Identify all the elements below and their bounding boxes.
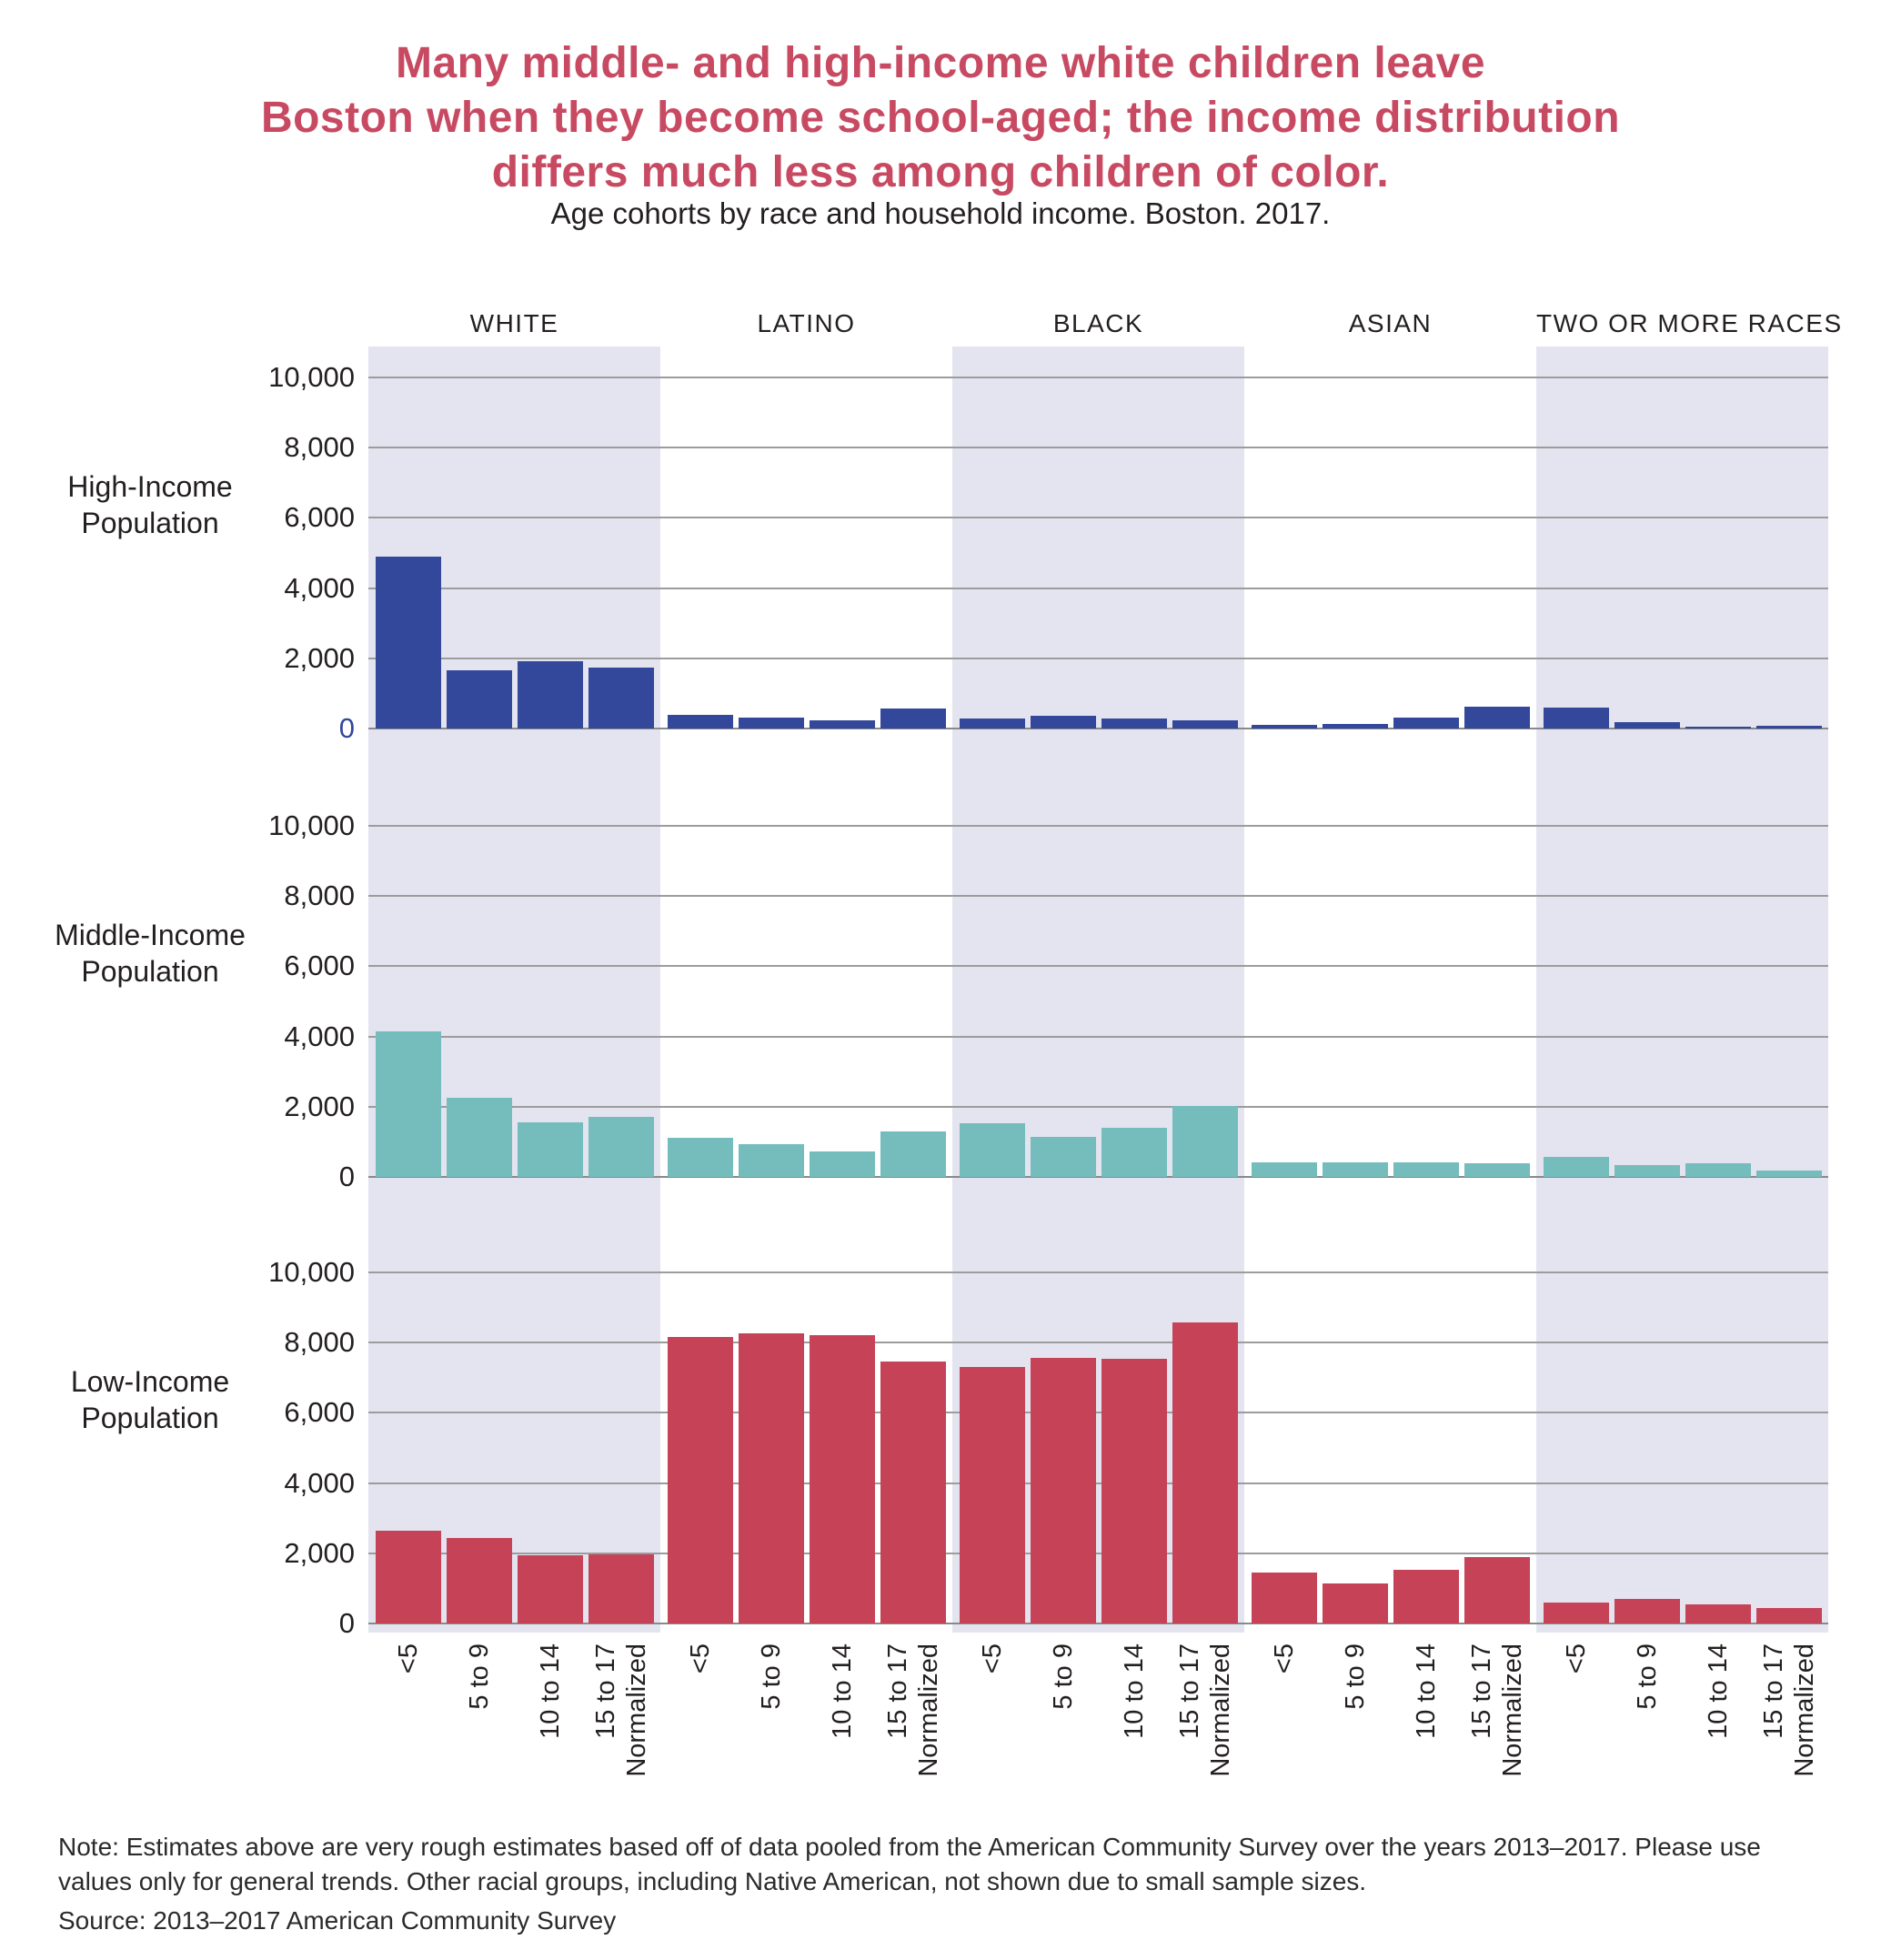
bar-middle-income-population-two-or-more-races-10-to-14 <box>1685 1163 1751 1177</box>
x-axis-label-line: <5 <box>977 1643 1007 1674</box>
x-axis-label-line: 15 to 17 <box>882 1643 912 1739</box>
bar-high-income-population-black--5 <box>960 719 1025 729</box>
x-axis-label-10-to-14 <box>1411 1643 1442 1816</box>
y-axis-tick-label: 6,000 <box>284 1396 355 1429</box>
x-axis-label-line: 5 to 9 <box>464 1643 494 1710</box>
x-axis-label-line: 10 to 14 <box>535 1643 565 1739</box>
x-axis-label-line: 15 to 17 <box>590 1643 620 1739</box>
x-axis-label-line: 5 to 9 <box>756 1643 786 1710</box>
bar-low-income-population-white-10-to-14 <box>518 1555 583 1623</box>
bar-low-income-population-two-or-more-races-15-to-17-normalized <box>1756 1608 1822 1623</box>
bar-low-income-population-latino-5-to-9 <box>739 1333 804 1623</box>
row-low-income-population <box>0 1256 1881 1639</box>
y-axis-tick-label: 8,000 <box>284 879 355 912</box>
bar-high-income-population-two-or-more-races--5 <box>1544 708 1609 729</box>
bar-low-income-population-two-or-more-races-10-to-14 <box>1685 1604 1751 1623</box>
bar-middle-income-population-two-or-more-races-15-to-17-normalized <box>1756 1171 1822 1177</box>
bar-middle-income-population-two-or-more-races-5-to-9 <box>1614 1165 1680 1177</box>
x-axis-label--5 <box>977 1643 1008 1816</box>
y-axis-tick-label: 8,000 <box>284 1326 355 1359</box>
bar-group-asian <box>1244 826 1536 1177</box>
x-axis-label-15-to-17-normalized <box>882 1643 944 1816</box>
x-axis-label-15-to-17-normalized <box>1758 1643 1820 1816</box>
title-line-2: Boston when they become school-aged; the income distribution <box>260 94 1621 143</box>
bar-middle-income-population-white-10-to-14 <box>518 1122 583 1177</box>
x-axis-label-5-to-9 <box>464 1643 495 1816</box>
bar-high-income-population-asian-10-to-14 <box>1393 718 1459 729</box>
row-label-high-income-population <box>18 468 282 541</box>
y-axis-tick-label: 2,000 <box>284 641 355 674</box>
x-axis-label-5-to-9 <box>1632 1643 1663 1816</box>
bar-middle-income-population-white-15-to-17-normalized <box>588 1117 654 1177</box>
row-label-line: High-Income <box>67 470 233 503</box>
y-axis-tick-label: 10,000 <box>268 1256 355 1288</box>
bar-high-income-population-two-or-more-races-10-to-14 <box>1685 727 1751 729</box>
x-axis-label-10-to-14 <box>1703 1643 1734 1816</box>
x-axis-label-line: 15 to 17 <box>1758 1643 1788 1739</box>
bar-group-white <box>368 377 660 729</box>
bar-low-income-population-asian-10-to-14 <box>1393 1570 1459 1623</box>
y-axis-tick-label: 8,000 <box>284 431 355 464</box>
bar-high-income-population-white-15-to-17-normalized <box>588 668 654 729</box>
bar-middle-income-population-two-or-more-races--5 <box>1544 1157 1609 1177</box>
x-axis-label-line: Normalized <box>621 1643 651 1777</box>
bar-high-income-population-asian-5-to-9 <box>1323 724 1388 729</box>
bar-low-income-population-white-15-to-17-normalized <box>588 1554 654 1623</box>
bar-middle-income-population-latino-15-to-17-normalized <box>880 1131 946 1177</box>
column-header-latino: LATINO <box>757 309 856 337</box>
bar-group-white <box>368 1272 660 1623</box>
bar-high-income-population-asian-15-to-17-normalized <box>1464 707 1530 729</box>
bar-group-asian <box>1244 1272 1536 1623</box>
x-axis-label-15-to-17-normalized <box>590 1643 652 1816</box>
x-axis-label-line: 15 to 17 <box>1174 1643 1204 1739</box>
bar-high-income-population-latino--5 <box>668 715 733 729</box>
bar-high-income-population-black-10-to-14 <box>1101 719 1167 729</box>
bar-middle-income-population-black--5 <box>960 1123 1025 1177</box>
bar-low-income-population-two-or-more-races--5 <box>1544 1603 1609 1623</box>
bar-low-income-population-black--5 <box>960 1367 1025 1623</box>
y-axis-tick-label: 2,000 <box>284 1090 355 1122</box>
bar-high-income-population-latino-15-to-17-normalized <box>880 709 946 729</box>
row-label-line: Population <box>81 507 219 539</box>
row-label-low-income-population <box>18 1363 282 1436</box>
x-axis-labels <box>0 1643 1881 1839</box>
x-axis-label-line: Normalized <box>1789 1643 1819 1777</box>
bar-low-income-population-latino--5 <box>668 1337 733 1623</box>
row-label-line: Population <box>81 955 219 988</box>
x-axis-label-15-to-17-normalized <box>1466 1643 1528 1816</box>
x-axis-label-line: 10 to 14 <box>1411 1643 1441 1739</box>
page-title <box>0 36 1881 200</box>
bar-middle-income-population-asian-5-to-9 <box>1323 1162 1388 1177</box>
x-axis-label-line: <5 <box>685 1643 715 1674</box>
source-text: Source: 2013–2017 American Community Survey <box>58 1906 617 1935</box>
x-axis-label-5-to-9 <box>1340 1643 1371 1816</box>
bar-high-income-population-white-10-to-14 <box>518 661 583 729</box>
bar-low-income-population-latino-15-to-17-normalized <box>880 1362 946 1623</box>
bar-middle-income-population-black-15-to-17-normalized <box>1172 1106 1238 1177</box>
x-axis-label--5 <box>1561 1643 1592 1816</box>
bar-low-income-population-asian-5-to-9 <box>1323 1583 1388 1623</box>
x-axis-label-5-to-9 <box>756 1643 787 1816</box>
bar-middle-income-population-asian--5 <box>1252 1162 1317 1177</box>
note-text: Note: Estimates above are very rough estimates based off of data pooled from the American Community Survey over the years 2013–2017. Please use values only for general trends. Other racial groups, including Native American, not shown due to small sample sizes. <box>58 1833 1761 1895</box>
row-high-income-population <box>0 361 1881 744</box>
x-axis-label--5 <box>1269 1643 1300 1816</box>
bar-group-black <box>952 377 1244 729</box>
x-axis-label-line: 10 to 14 <box>1703 1643 1733 1739</box>
bar-middle-income-population-black-5-to-9 <box>1031 1137 1096 1177</box>
title-line-3: differs much less among children of color. <box>491 148 1390 197</box>
column-header-asian: ASIAN <box>1348 309 1433 337</box>
bar-high-income-population-latino-10-to-14 <box>810 720 875 729</box>
bar-group-latino <box>660 1272 952 1623</box>
bar-high-income-population-asian--5 <box>1252 725 1317 729</box>
row-label-line: Low-Income <box>70 1365 230 1398</box>
bar-high-income-population-two-or-more-races-15-to-17-normalized <box>1756 726 1822 729</box>
bar-middle-income-population-asian-15-to-17-normalized <box>1464 1163 1530 1177</box>
bar-high-income-population-white-5-to-9 <box>447 670 512 729</box>
x-axis-label--5 <box>685 1643 716 1816</box>
y-axis-tick-label: 6,000 <box>284 950 355 982</box>
x-axis-label-line: 15 to 17 <box>1466 1643 1496 1739</box>
bar-high-income-population-latino-5-to-9 <box>739 718 804 729</box>
y-axis-tick-label: 4,000 <box>284 1466 355 1499</box>
y-axis-tick-label: 4,000 <box>284 571 355 604</box>
x-axis-label-line: <5 <box>393 1643 423 1674</box>
x-axis-label-5-to-9 <box>1048 1643 1079 1816</box>
bar-group-two-or-more-races <box>1536 377 1828 729</box>
x-axis-label-line: 5 to 9 <box>1048 1643 1078 1710</box>
bar-middle-income-population-white-5-to-9 <box>447 1098 512 1177</box>
x-axis-label-line: 10 to 14 <box>1119 1643 1149 1739</box>
bar-group-two-or-more-races <box>1536 1272 1828 1623</box>
bar-low-income-population-white--5 <box>376 1531 441 1623</box>
column-header-white: WHITE <box>469 309 559 337</box>
bar-middle-income-population-asian-10-to-14 <box>1393 1162 1459 1177</box>
x-axis-label-10-to-14 <box>827 1643 858 1816</box>
bar-high-income-population-two-or-more-races-5-to-9 <box>1614 722 1680 729</box>
x-axis-label-line: <5 <box>1561 1643 1591 1674</box>
x-axis-label--5 <box>393 1643 424 1816</box>
row-label-middle-income-population <box>18 917 282 990</box>
title-line-1: Many middle- and high-income white children leave <box>395 39 1486 88</box>
x-axis-label-10-to-14 <box>1119 1643 1150 1816</box>
bar-low-income-population-latino-10-to-14 <box>810 1335 875 1623</box>
bar-low-income-population-black-5-to-9 <box>1031 1358 1096 1623</box>
bar-middle-income-population-white--5 <box>376 1031 441 1177</box>
bar-middle-income-population-latino-10-to-14 <box>810 1151 875 1177</box>
column-header-two-or-more-races: TWO OR MORE RACES <box>1536 309 1843 337</box>
bar-low-income-population-two-or-more-races-5-to-9 <box>1614 1599 1680 1623</box>
bar-group-latino <box>660 826 952 1177</box>
column-header-black: BLACK <box>1052 309 1144 337</box>
row-label-line: Population <box>81 1402 219 1434</box>
row-middle-income-population <box>0 809 1881 1192</box>
bar-low-income-population-white-5-to-9 <box>447 1538 512 1623</box>
row-label-line: Middle-Income <box>55 919 246 951</box>
x-axis-label-line: Normalized <box>1205 1643 1235 1777</box>
y-axis-tick-label: 2,000 <box>284 1536 355 1569</box>
y-axis-tick-label: 0 <box>338 1607 355 1639</box>
bar-middle-income-population-black-10-to-14 <box>1101 1128 1167 1177</box>
x-axis-label-line: 5 to 9 <box>1340 1643 1370 1710</box>
x-axis-label-line: <5 <box>1269 1643 1299 1674</box>
bar-low-income-population-black-15-to-17-normalized <box>1172 1322 1238 1623</box>
bar-high-income-population-black-15-to-17-normalized <box>1172 720 1238 729</box>
y-axis-tick-label: 0 <box>338 1161 355 1192</box>
y-axis-tick-label: 10,000 <box>268 809 355 841</box>
x-axis-label-line: Normalized <box>913 1643 943 1777</box>
bar-low-income-population-black-10-to-14 <box>1101 1359 1167 1623</box>
x-axis-label-10-to-14 <box>535 1643 566 1816</box>
x-axis-label-15-to-17-normalized <box>1174 1643 1236 1816</box>
bar-high-income-population-black-5-to-9 <box>1031 716 1096 729</box>
bar-group-asian <box>1244 377 1536 729</box>
y-axis-tick-label: 10,000 <box>268 361 355 393</box>
y-axis-tick-label: 0 <box>338 712 355 744</box>
x-axis-label-line: Normalized <box>1497 1643 1527 1777</box>
bar-middle-income-population-latino-5-to-9 <box>739 1144 804 1177</box>
bar-high-income-population-white--5 <box>376 557 441 729</box>
bar-middle-income-population-latino--5 <box>668 1138 733 1177</box>
chart-subtitle: Age cohorts by race and household income. Boston. 2017. <box>550 196 1331 230</box>
bar-group-black <box>952 1272 1244 1623</box>
y-axis-tick-label: 6,000 <box>284 501 355 534</box>
bar-group-two-or-more-races <box>1536 826 1828 1177</box>
bar-group-black <box>952 826 1244 1177</box>
bar-group-white <box>368 826 660 1177</box>
x-axis-label-line: 10 to 14 <box>827 1643 857 1739</box>
y-axis-tick-label: 4,000 <box>284 1020 355 1052</box>
bar-low-income-population-asian--5 <box>1252 1573 1317 1623</box>
bar-low-income-population-asian-15-to-17-normalized <box>1464 1557 1530 1623</box>
bar-group-latino <box>660 377 952 729</box>
x-axis-label-line: 5 to 9 <box>1632 1643 1662 1710</box>
